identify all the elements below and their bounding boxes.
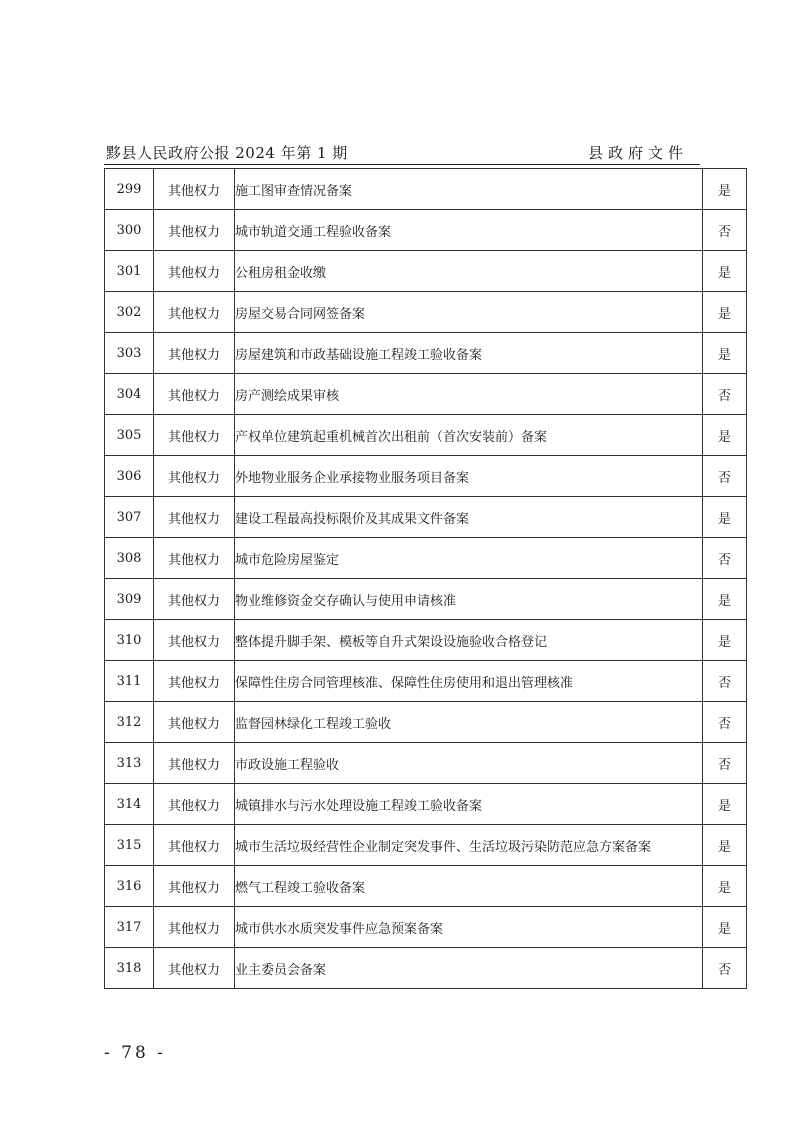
- yes-no-flag: 是: [703, 333, 747, 374]
- yes-no-flag: 是: [703, 784, 747, 825]
- table-row: [105, 661, 747, 702]
- table-row: [105, 333, 747, 374]
- table-row: [105, 497, 747, 538]
- yes-no-flag: 是: [703, 251, 747, 292]
- power-type: 其他权力: [154, 292, 235, 333]
- item-name: 物业维修资金交存确认与使用申请核准: [235, 579, 703, 620]
- power-type: 其他权力: [154, 948, 235, 989]
- table-row: [105, 907, 747, 948]
- power-type: 其他权力: [154, 538, 235, 579]
- row-number: 301: [105, 251, 154, 292]
- power-type: 其他权力: [154, 415, 235, 456]
- yes-no-flag: 否: [703, 210, 747, 251]
- item-name: 房屋交易合同网签备案: [235, 292, 703, 333]
- power-type: 其他权力: [154, 907, 235, 948]
- yes-no-flag: 否: [703, 743, 747, 784]
- power-type: 其他权力: [154, 333, 235, 374]
- power-type: 其他权力: [154, 825, 235, 866]
- row-number: 300: [105, 210, 154, 251]
- table-row: [105, 374, 747, 415]
- yes-no-flag: 是: [703, 415, 747, 456]
- power-type: 其他权力: [154, 866, 235, 907]
- section-title: 县政府文件: [587, 144, 688, 162]
- yes-no-flag: 是: [703, 497, 747, 538]
- yes-no-flag: 是: [703, 620, 747, 661]
- table-row: [105, 579, 747, 620]
- power-type: 其他权力: [154, 456, 235, 497]
- table-row: [105, 292, 747, 333]
- row-number: 303: [105, 333, 154, 374]
- table-row: [105, 415, 747, 456]
- yes-no-flag: 是: [703, 907, 747, 948]
- table-row: [105, 620, 747, 661]
- power-list-table: [104, 168, 747, 989]
- table-row: [105, 251, 747, 292]
- table-row: [105, 743, 747, 784]
- table-row: [105, 210, 747, 251]
- yes-no-flag: 是: [703, 579, 747, 620]
- table-row: [105, 784, 747, 825]
- table-row: [105, 456, 747, 497]
- yes-no-flag: 是: [703, 169, 747, 210]
- table-row: [105, 169, 747, 210]
- table-row: [105, 702, 747, 743]
- power-type: 其他权力: [154, 210, 235, 251]
- row-number: 313: [105, 743, 154, 784]
- item-name: 房屋建筑和市政基础设施工程竣工验收备案: [235, 333, 703, 374]
- item-name: 燃气工程竣工验收备案: [235, 866, 703, 907]
- table-row: [105, 538, 747, 579]
- yes-no-flag: 否: [703, 702, 747, 743]
- item-name: 城市生活垃圾经营性企业制定突发事件、生活垃圾污染防范应急方案备案: [235, 825, 703, 866]
- row-number: 305: [105, 415, 154, 456]
- item-name: 建设工程最高投标限价及其成果文件备案: [235, 497, 703, 538]
- item-name: 施工图审查情况备案: [235, 169, 703, 210]
- item-name: 业主委员会备案: [235, 948, 703, 989]
- item-name: 外地物业服务企业承接物业服务项目备案: [235, 456, 703, 497]
- item-name: 城市危险房屋鉴定: [235, 538, 703, 579]
- row-number: 306: [105, 456, 154, 497]
- row-number: 314: [105, 784, 154, 825]
- yes-no-flag: 是: [703, 866, 747, 907]
- yes-no-flag: 否: [703, 948, 747, 989]
- item-name: 保障性住房合同管理核准、保障性住房使用和退出管理核准: [235, 661, 703, 702]
- row-number: 302: [105, 292, 154, 333]
- power-type: 其他权力: [154, 374, 235, 415]
- row-number: 312: [105, 702, 154, 743]
- row-number: 299: [105, 169, 154, 210]
- power-type: 其他权力: [154, 579, 235, 620]
- power-type: 其他权力: [154, 784, 235, 825]
- yes-no-flag: 是: [703, 825, 747, 866]
- item-name: 监督园林绿化工程竣工验收: [235, 702, 703, 743]
- item-name: 市政设施工程验收: [235, 743, 703, 784]
- row-number: 307: [105, 497, 154, 538]
- row-number: 317: [105, 907, 154, 948]
- item-name: 公租房租金收缴: [235, 251, 703, 292]
- row-number: 304: [105, 374, 154, 415]
- table-row: [105, 866, 747, 907]
- power-type: 其他权力: [154, 251, 235, 292]
- yes-no-flag: 是: [703, 292, 747, 333]
- item-name: 房产测绘成果审核: [235, 374, 703, 415]
- running-header: [104, 140, 700, 165]
- power-type: 其他权力: [154, 620, 235, 661]
- item-name: 城市供水水质突发事件应急预案备案: [235, 907, 703, 948]
- power-type: 其他权力: [154, 169, 235, 210]
- item-name: 产权单位建筑起重机械首次出租前（首次安装前）备案: [235, 415, 703, 456]
- power-type: 其他权力: [154, 661, 235, 702]
- page-number: - 78 -: [104, 1043, 166, 1063]
- row-number: 310: [105, 620, 154, 661]
- row-number: 318: [105, 948, 154, 989]
- power-type: 其他权力: [154, 743, 235, 784]
- yes-no-flag: 否: [703, 538, 747, 579]
- table-row: [105, 948, 747, 989]
- row-number: 309: [105, 579, 154, 620]
- row-number: 316: [105, 866, 154, 907]
- item-name: 城镇排水与污水处理设施工程竣工验收备案: [235, 784, 703, 825]
- power-type: 其他权力: [154, 702, 235, 743]
- yes-no-flag: 否: [703, 374, 747, 415]
- item-name: 整体提升脚手架、模板等自升式架设设施验收合格登记: [235, 620, 703, 661]
- row-number: 311: [105, 661, 154, 702]
- yes-no-flag: 否: [703, 661, 747, 702]
- bulletin-title: 黟县人民政府公报 2024 年第 1 期: [106, 144, 348, 162]
- row-number: 315: [105, 825, 154, 866]
- yes-no-flag: 否: [703, 456, 747, 497]
- item-name: 城市轨道交通工程验收备案: [235, 210, 703, 251]
- power-type: 其他权力: [154, 497, 235, 538]
- table-row: [105, 825, 747, 866]
- row-number: 308: [105, 538, 154, 579]
